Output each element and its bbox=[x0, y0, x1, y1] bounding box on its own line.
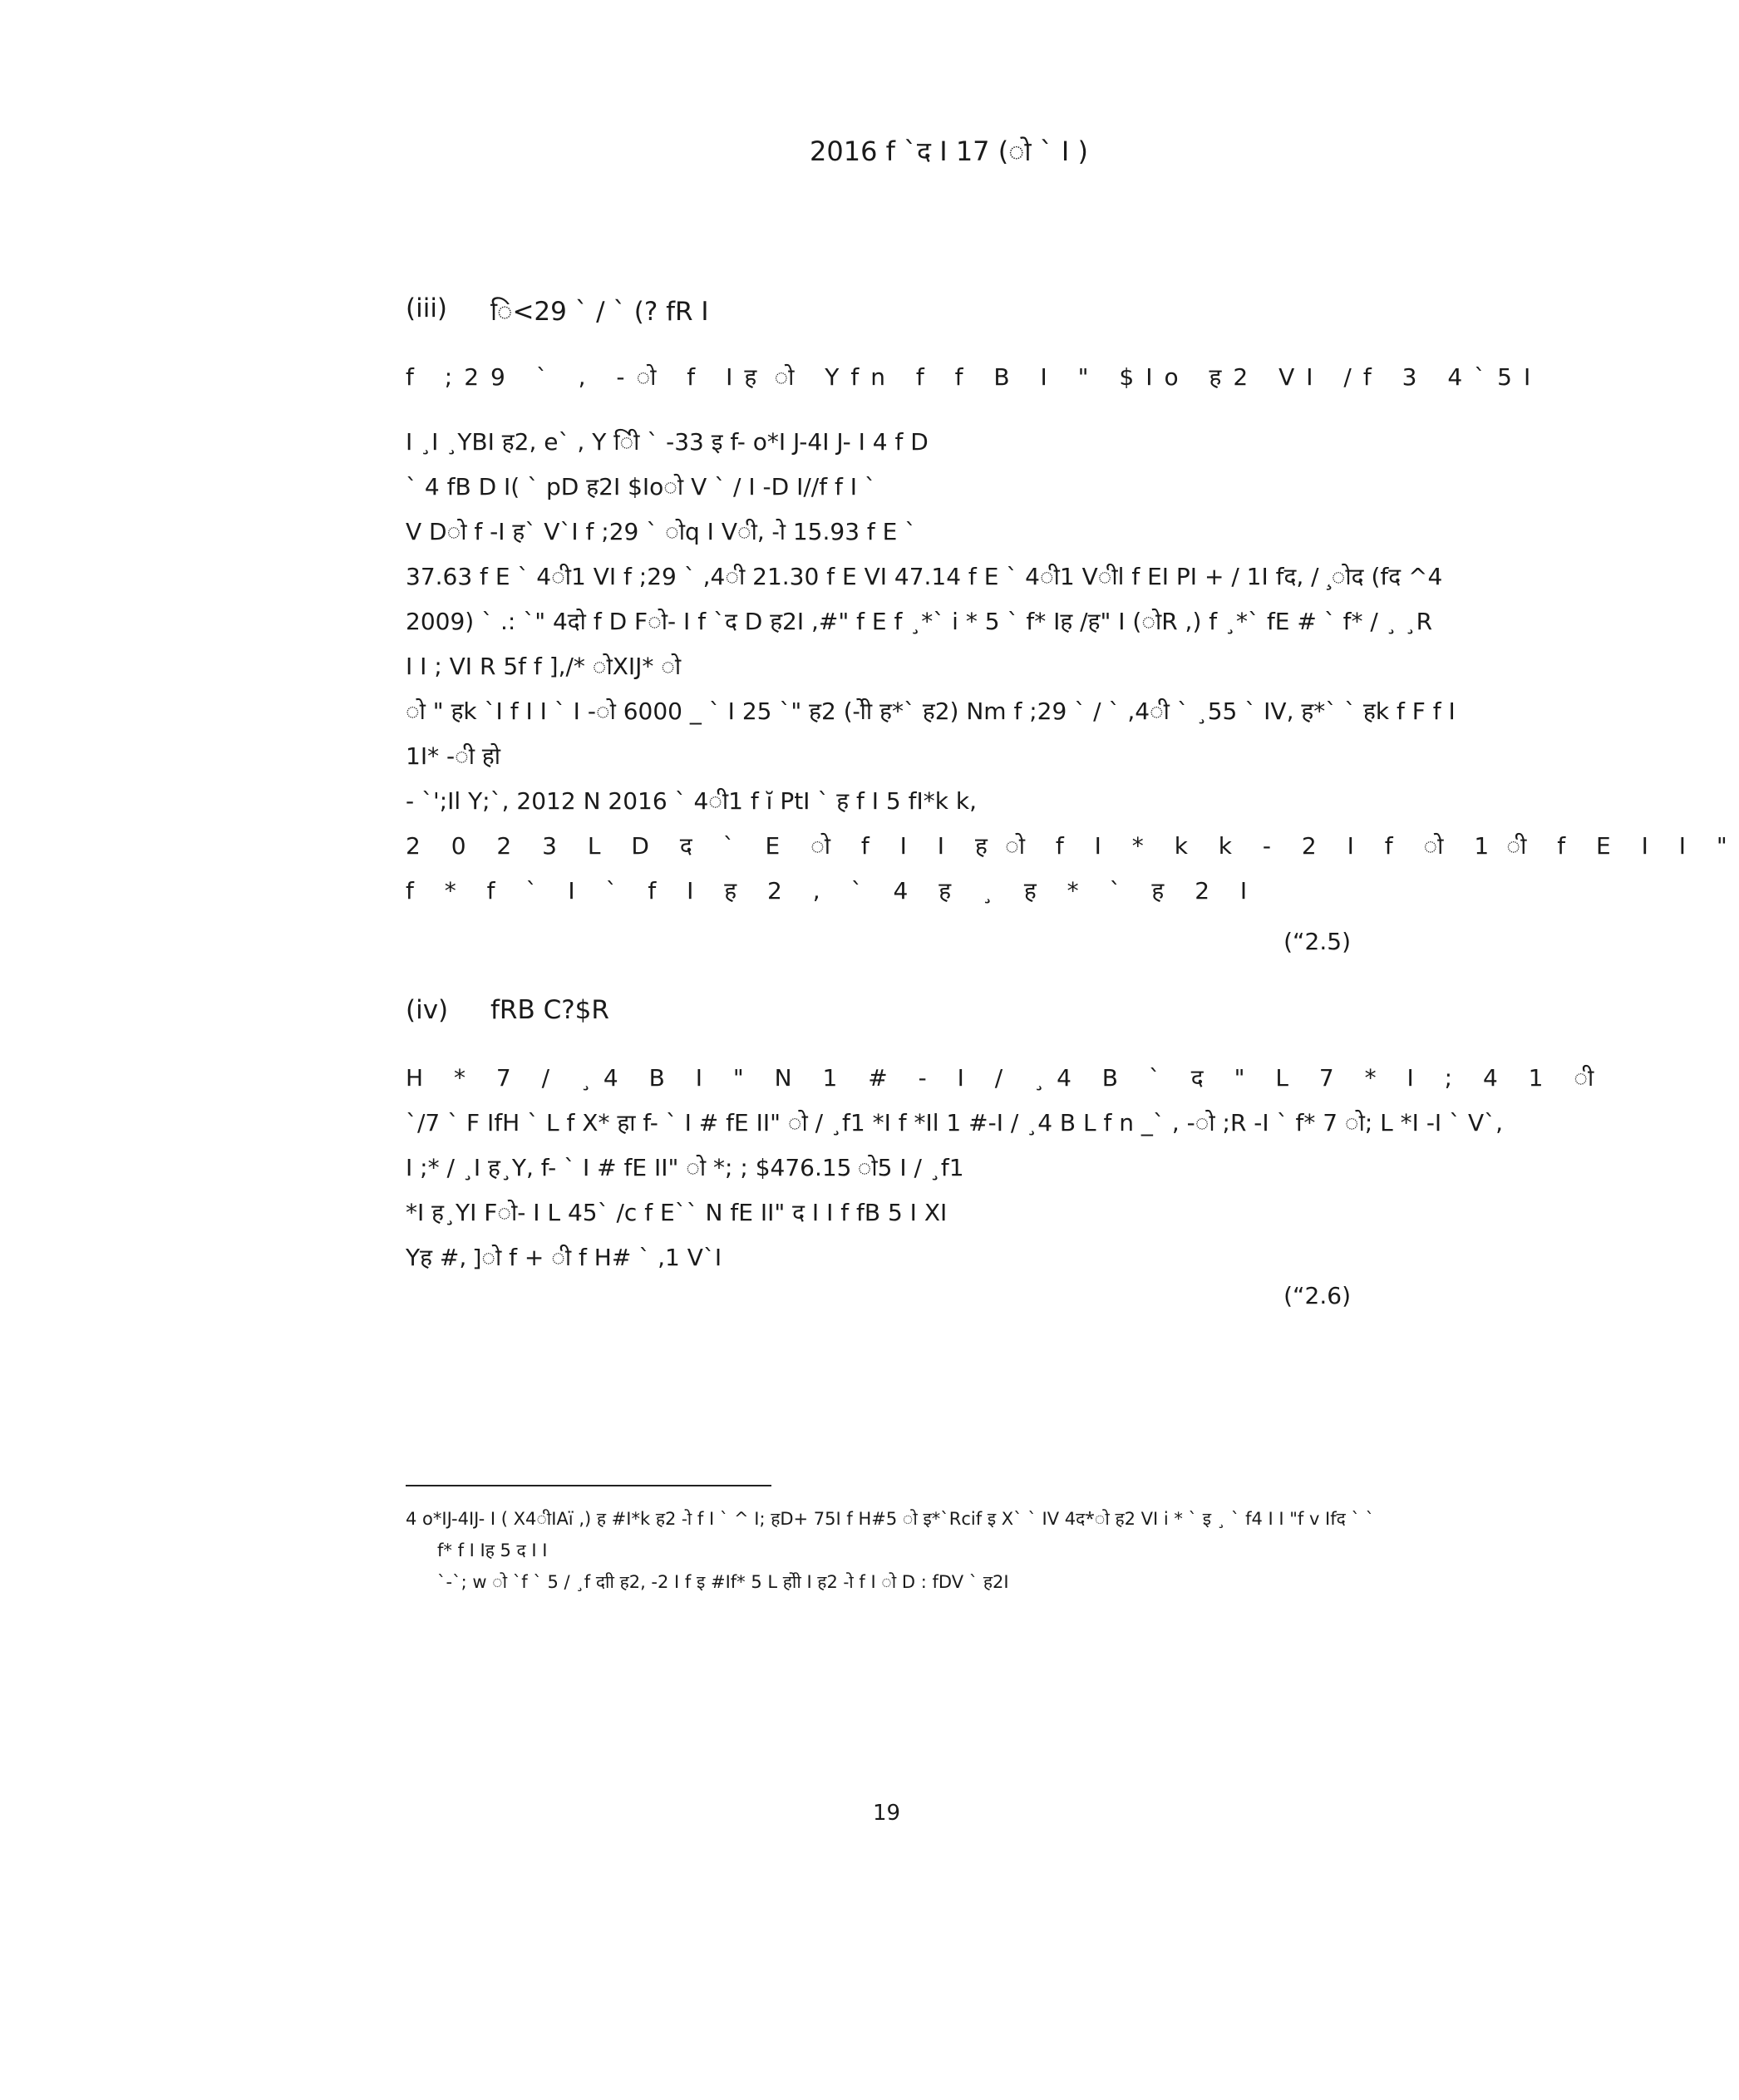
equation-number: (“2.5) bbox=[1283, 928, 1351, 955]
text-line: `/7 ` F IfH ` L f X* हा f- ` I # fE II" ो / ¸f1 *I f *Il 1 #-I / ¸4 B L f n _` , -ो ;R -I ` f* 7 ो; L *I -I ` V`, bbox=[406, 1109, 1504, 1136]
text-line: 1I* -ी हो bbox=[406, 742, 500, 770]
text-line: f * f ` I ` f I ह 2 , ` 4 ह ¸ ह * ` ह 2 I bbox=[406, 877, 1259, 905]
text-line: I ¸I ¸YBI ह2, e` , Y ीि ` -33 इ f- o*I J-4I J- I 4 f D bbox=[406, 428, 929, 456]
page-number: 19 bbox=[873, 1801, 901, 1826]
footnote bbox=[406, 1503, 1375, 1598]
section-iii-number: (iii) bbox=[406, 293, 448, 323]
section-iv-body bbox=[406, 1056, 1606, 1280]
text-line: *I ह¸YI Fो- I L 45` /c f E`` N fE II" द I I f fB 5 I XI bbox=[406, 1199, 948, 1226]
text-line: I I ; VI R 5f f ],/* ोXIJ* ो bbox=[406, 653, 682, 680]
text-line: - `';Il Y;`, 2012 N 2016 ` 4ी1 f ĭ PtI ` ह f I 5 fI*k k, bbox=[406, 787, 977, 815]
footnote-line: f* f I Iह 5 द I I bbox=[437, 1540, 548, 1560]
footnote-line: `-`; w ो `f ` 5 / ¸f दाी ह2, -2 I f इ #If* 5 L होी I ह2 -ो f I ो D : fDV ` ह2I bbox=[437, 1572, 1009, 1592]
text-line: 2009) ` .: `" 4दो f D Fो- I f `द D ह2I ,#" f E f ¸*` i * 5 ` f* Iह /ह" I (ोR ,) f ¸*` fE # ` f* / ¸ ¸R bbox=[406, 608, 1433, 635]
text-line: I ;* / ¸I ह¸Y, f- ` I # fE II" ो *; ; $476.15 ो5 I / ¸f1 bbox=[406, 1154, 964, 1181]
section-iii-body bbox=[406, 420, 1739, 914]
text-line: H * 7 / ¸4 B I " N 1 # - I / ¸4 B ` द " L 7 * I ; 4 1 ी bbox=[406, 1064, 1606, 1092]
text-line: 2 0 2 3 L D द ` E ो f I I ह ो f I * k k - 2 I f ो 1 ी f E I I " bbox=[406, 832, 1739, 860]
text-line: V Dो f -I ह` V`I f ;29 ` ोq I Vी, -ो 15.93 f E ` bbox=[406, 518, 917, 545]
text-line: Yह #, ]ो f + ी f H# ` ,1 V`I bbox=[406, 1244, 722, 1271]
section-iv-title: fRB C?$R bbox=[490, 995, 609, 1025]
text-line: 37.63 f E ` 4ी1 VI f ;29 ` ,4ी 21.30 f E VI 47.14 f E ` 4ी1 Vीl f EI PI + / 1I fद, / ¸ोद (fद ^4 bbox=[406, 563, 1443, 590]
section-iii-title: ि<29 ` / ` (? fR I bbox=[490, 297, 709, 327]
text-line: ` 4 fB D I( ` pD ह2I $Ioो V ` / I -D I//f f I ` bbox=[406, 473, 876, 500]
text-line: f ;29 ` , -ो f Iह ो Yfn f f B I " $Io ह2 VI /f 3 4`5I bbox=[406, 363, 1543, 391]
section-iv-number: (iv) bbox=[406, 995, 449, 1025]
footnote-line: 4 o*IJ-4IJ- I ( X4ीIAï ,) ह #I*k ह2 -ो f I ` ^ I; हD+ 75I f H#5 ो इ*`Rcif इ X` ` IV 4द*ो ह2 VI i * ` इ ¸ ` f4 I I "f v Ifद ` ` bbox=[406, 1509, 1375, 1529]
footnote-rule bbox=[406, 1485, 771, 1486]
section-iii-paragraph bbox=[406, 355, 1543, 400]
equation-number: (“2.6) bbox=[1283, 1282, 1351, 1309]
running-header: 2016 f `द I 17 (ो ` I ) bbox=[810, 136, 1088, 167]
text-line: ो " हk `I f I I ` I -ो 6000 _ ` I 25 `" ह2 (-ोी ह*` ह2) Nm f ;29 ` / ` ,4ी ` ¸55 ` IV, ह*` ` हk f F f I bbox=[406, 698, 1456, 725]
